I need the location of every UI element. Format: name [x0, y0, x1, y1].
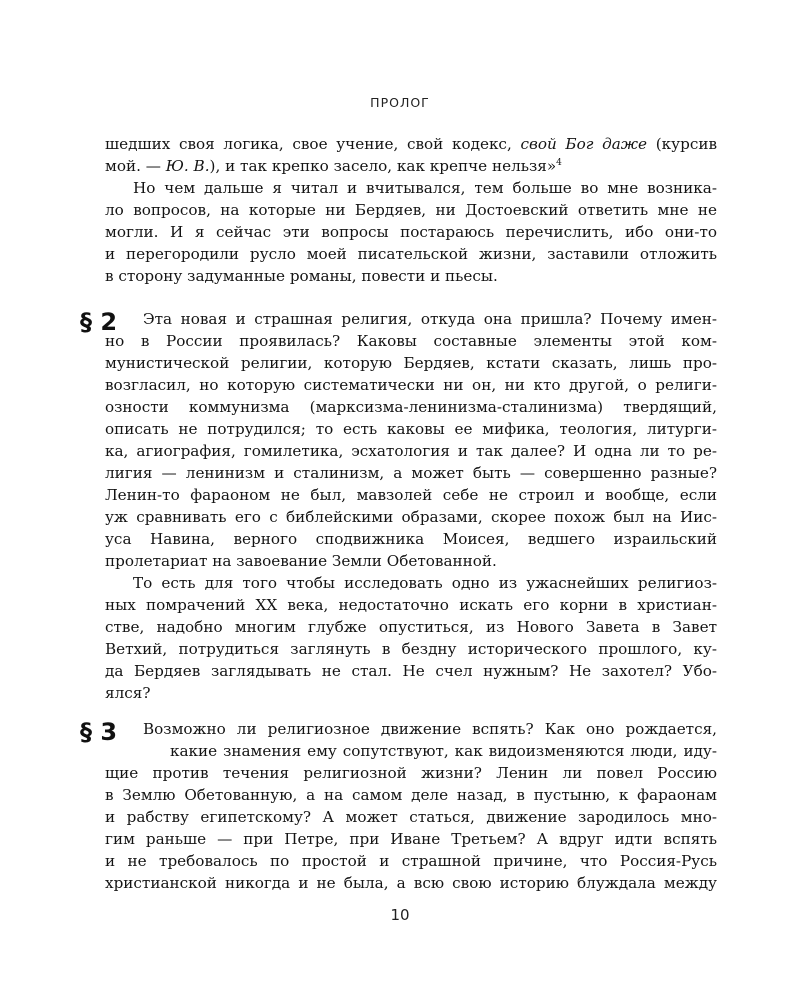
text-line: да Бердяев заглядывать не стал. Не счел нужным? Не захотел? Убо-	[105, 662, 717, 680]
intro-line-1-italic: свой Бог даже	[520, 135, 648, 153]
text-line: ялся?	[105, 684, 151, 702]
text-line: пролетариат на завоевание Земли Обетованной.	[105, 552, 497, 570]
text-line: лигия — ленинизм и сталинизм, а может быть — совершенно разные?	[105, 464, 717, 482]
intro-line-1-text: шедших своя логика, свое учение, свой кодекс,	[105, 135, 521, 153]
text-line: могли. И я сейчас эти вопросы постараюсь перечислить, ибо они-то	[105, 223, 717, 241]
intro-line-2-start: мой. —	[105, 157, 166, 175]
text-line: щие против течения религиозной жизни? Ленин ли повел Россию	[105, 764, 717, 782]
text-line: ло вопросов, на которые ни Бердяев, ни Достоевский ответить мне не	[105, 201, 717, 219]
intro-line-2-end: ), и так крепко засело, как крепче нельзя»	[209, 157, 557, 175]
section-3-marker: § 3	[80, 718, 118, 746]
text-line: гим раньше — при Петре, при Иване Третьем? А вдруг идти вспять	[105, 830, 717, 848]
text-line: какие знамения ему сопутствуют, как видоизменяются люди, иду-	[170, 742, 717, 760]
intro-line-2	[105, 155, 717, 177]
text-line: То есть для того чтобы исследовать одно из ужаснейших религиоз-	[133, 574, 717, 592]
text-line: описать не потрудился; то есть каковы ее мифика, теология, литурги-	[105, 420, 717, 438]
text-line: и перегородили русло моей писательской жизни, заставили отложить	[105, 245, 717, 263]
text-line: мунистической религии, которую Бердяев, кстати сказать, лишь про-	[105, 354, 717, 372]
text-line: христианской никогда и не была, а всю свою историю блуждала между	[105, 874, 717, 892]
text-line: Ветхий, потрудиться заглянуть в бездну исторического прошлого, ку-	[105, 640, 717, 658]
intro-line-1-end: (курсив	[647, 135, 717, 153]
text-line: уж сравнивать его с библейскими образами, скорее похож был на Иис-	[105, 508, 717, 526]
text-line: Эта новая и страшная религия, откуда она пришла? Почему имен-	[143, 310, 717, 328]
text-line: Ленин-то фараоном не был, мавзолей себе не строил и вообще, если	[105, 486, 717, 504]
text-line: в Землю Обетованную, а на самом деле назад, в пустыню, к фараонам	[105, 786, 717, 804]
running-head: ПРОЛОГ	[370, 95, 430, 110]
text-line: Возможно ли религиозное движение вспять? Как оно рождается,	[143, 720, 717, 738]
text-line: уса Навина, верного сподвижника Моисея, ведшего израильский	[105, 530, 717, 548]
text-line: и не требовалось по простой и страшной причине, что Россия-Русь	[105, 852, 717, 870]
text-line: и рабству египетскому? А может статься, движение зародилось мно-	[105, 808, 717, 826]
page-number: 10	[390, 906, 410, 924]
text-line: но в России проявилась? Каковы составные элементы этой ком-	[105, 332, 717, 350]
text-line: ка, агиография, гомилетика, эсхатология и так далее? И одна ли то ре-	[105, 442, 717, 460]
intro-line-1	[105, 133, 717, 155]
text-line: ных помрачений XX века, недостаточно искать его корни в христиан-	[105, 596, 717, 614]
text-line: озности коммунизма (марксизма-ленинизма-сталинизма) твердящий,	[105, 398, 717, 416]
intro-line-2-italic: Ю. В.	[165, 157, 210, 175]
text-line: возгласил, но которую систематически ни он, ни кто другой, о религи-	[105, 376, 717, 394]
text-line: Но чем дальше я читал и вчитывался, тем больше во мне возника-	[133, 179, 717, 197]
text-line: в сторону задуманные романы, повести и пьесы.	[105, 267, 498, 285]
text-line: стве, надобно многим глубже опуститься, из Нового Завета в Завет	[105, 618, 717, 636]
footnote-ref: 4	[556, 157, 562, 168]
section-2-marker: § 2	[80, 308, 118, 336]
